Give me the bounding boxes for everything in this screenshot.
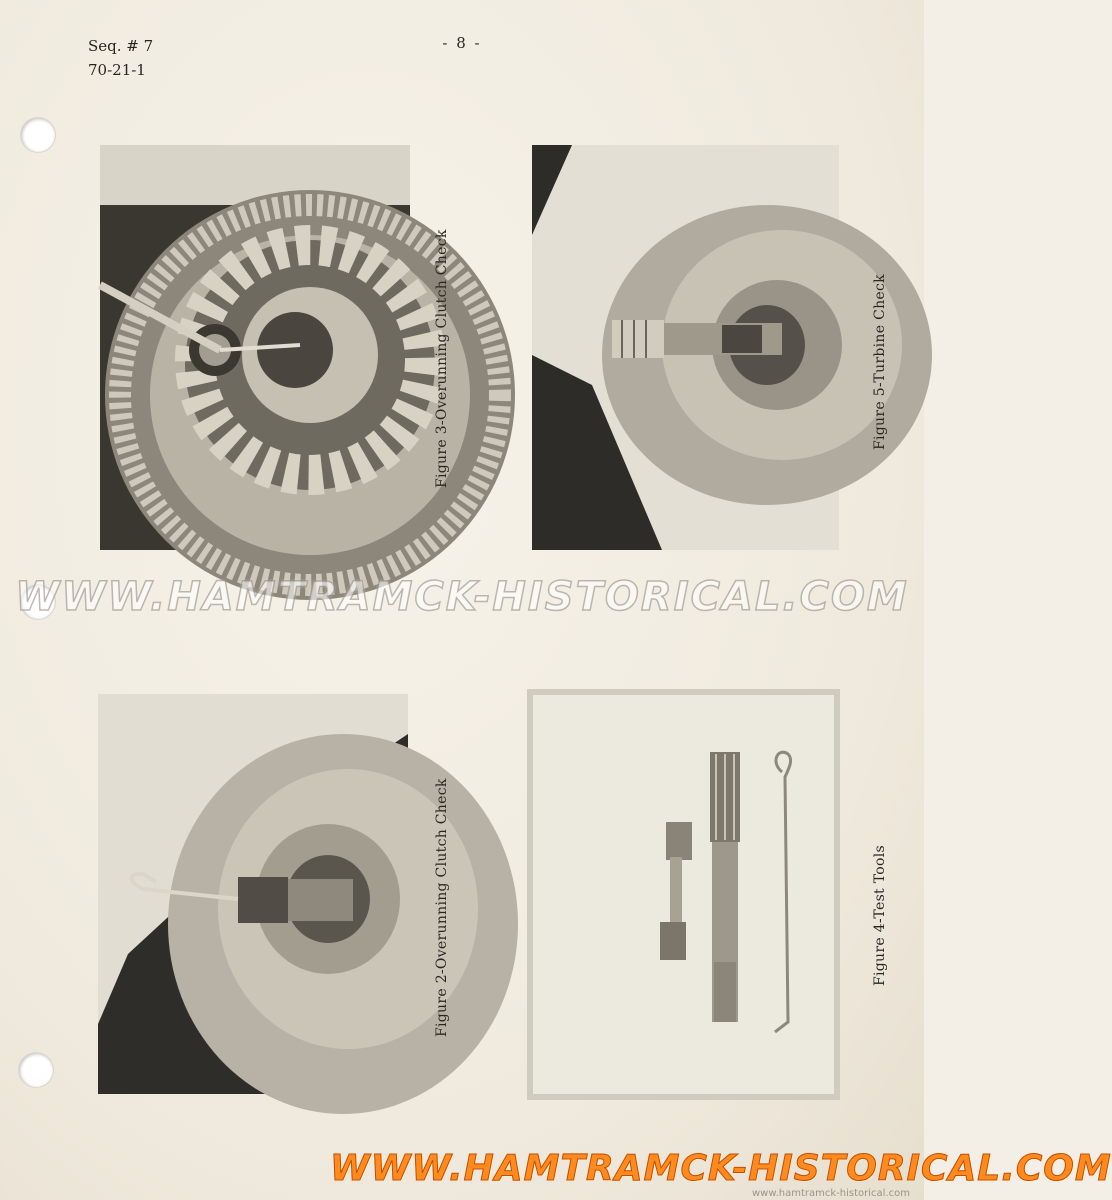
document-number: 70-21-1 (88, 61, 146, 79)
figure-2-photo (98, 694, 408, 1094)
watermark-small: www.hamtramck-historical.com (752, 1188, 910, 1199)
figure-3-caption: Figure 3-Overunning Clutch Check (434, 229, 450, 488)
figure-5-caption: Figure 5-Turbine Check (872, 274, 888, 450)
binder-hole (21, 118, 55, 152)
watermark-bottom: WWW.HAMTRAMCK-HISTORICAL.COM (330, 1148, 1112, 1189)
page-number: - 8 - (442, 34, 482, 52)
figure-4-caption: Figure 4-Test Tools (872, 844, 888, 986)
figure-5-photo (532, 145, 839, 550)
figure-3-photo (100, 145, 410, 550)
binder-hole (19, 1053, 53, 1087)
figure-4-photo (530, 692, 837, 1097)
figure-2-caption: Figure 2-Overunning Clutch Check (434, 778, 450, 1037)
sequence-label: Seq. # 7 (88, 37, 154, 55)
watermark-middle: WWW.HAMTRAMCK-HISTORICAL.COM (15, 574, 909, 620)
